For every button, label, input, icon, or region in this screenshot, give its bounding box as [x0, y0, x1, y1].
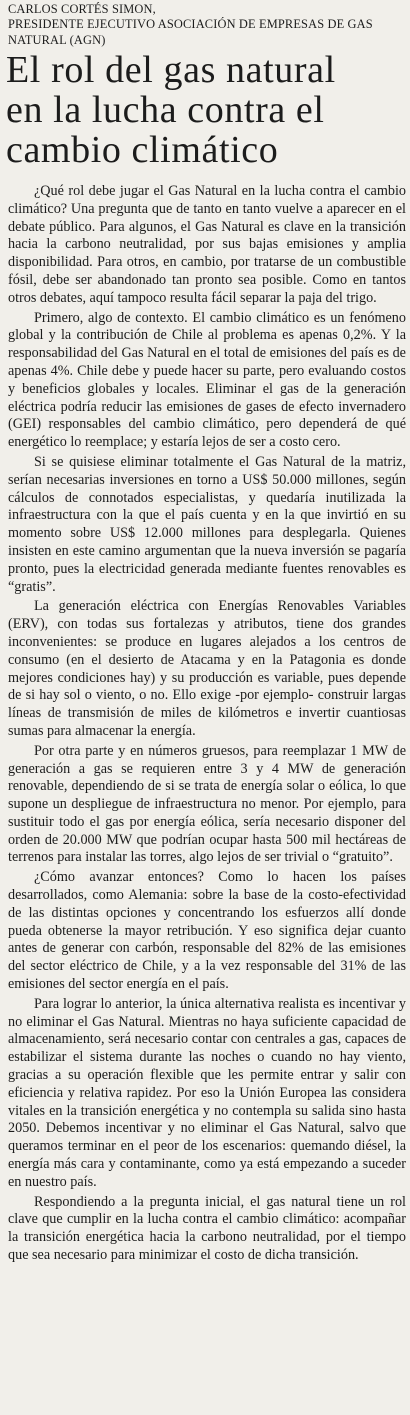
headline-line: El rol del gas natural [6, 49, 336, 91]
body-paragraph: ¿Qué rol debe jugar el Gas Natural en la lucha contra el cambio climático? Una pregunta que de tanto en tanto vuelve a aparecer en el debate público. Para algunos, el Gas Natural es clave en la transición hacia la carbono neutralidad, por sus bajas emisiones y amplia disponibilidad. Para otros, en cambio, por tratarse de un combustible fósil, debe ser abandonado tan pronto sea posible. Como en tantos otros debates, aquí tampoco resulta fácil separar la paja del trigo. [8, 183, 406, 306]
body-paragraph: La generación eléctrica con Energías Renovables Variables (ERV), con todas sus fortalezas y atributos, tiene dos grandes inconvenientes: se produce en lugares alejados a los centros de consumo (en el desierto de Atacama y en la Patagonia es donde mejores condiciones hay) y su producción es variable, pues depende de si hay sol o viento, o no. Ello exige -por ejemplo- construir largas líneas de transmisión de miles de kilómetros e invertir cuantiosas sumas para almacenar la energía. [8, 598, 406, 739]
article-body [8, 183, 406, 1265]
headline-line: cambio climático [6, 129, 279, 171]
body-paragraph: Respondiendo a la pregunta inicial, el gas natural tiene un rol clave que cumplir en la lucha contra el cambio climático: acompañar la transición energética hacia la carbono neutralidad, por el tiempo que sea necesario para minimizar el costo de dicha transición. [8, 1193, 406, 1264]
article-headline [6, 50, 408, 170]
byline [8, 2, 406, 48]
body-paragraph: Primero, algo de contexto. El cambio climático es un fenómeno global y la contribución de Chile al problema es apenas 0,2%. Y la responsabilidad del Gas Natural en el total de emisiones del país es de apenas 4%. Chile debe y puede hacer su parte, pero evaluando costos y beneficios globales y locales. Eliminar el gas de la generación eléctrica podría reducir las emisiones de gases de efecto invernadero (GEI) responsables del cambio climático, pero dependerá de qué energético lo reemplace; y estaría lejos de ser a costo cero. [8, 309, 406, 451]
author-role-continued: NATURAL (AGN) [8, 32, 106, 47]
headline-line: en la lucha contra el [6, 89, 325, 131]
body-paragraph: Si se quisiese eliminar totalmente el Gas Natural de la matriz, serían necesarias inversiones en torno a US$ 50.000 millones, según cálculos de connotados especialistas, y quedaría inutilizada la infraestructura con la que el país cuenta y en la que invirtió en su momento sobre US$ 12.000 millones para desplegarla. Quienes insisten en este camino argumentan que la nueva inversión se pagaría pronto, pues la electricidad generada mediante fuentes renovables es “gratis”. [8, 453, 406, 595]
author-role: PRESIDENTE EJECUTIVO ASOCIACIÓN DE EMPRESAS DE GAS [8, 17, 373, 32]
body-paragraph: ¿Cómo avanzar entonces? Como lo hacen los países desarrollados, como Alemania: sobre la base de la costo-efectividad de las distintas opciones y concentrando los esfuerzos allí donde pueda obtenerse la mayor retribución. Y eso significa dejar cuanto antes de generar con carbón, responsable del 82% de las emisiones del sector eléctrico de Chile, y a la vez responsable del 31% de las emisiones del sector energía en el país. [8, 869, 406, 993]
body-paragraph: Por otra parte y en números gruesos, para reemplazar 1 MW de generación a gas se requieren entre 3 y 4 MW de generación renovable, dependiendo de si se trata de energía solar o eólica, lo que supone un despliegue de infraestructura no menor. Por ejemplo, para sustituir todo el gas por energía eólica, sería necesario disponer del orden de 20.000 MW que podrían ocupar hasta 500 mil hectáreas de terrenos para instalar las torres, algo lejos de ser trivial o “gratuito”. [8, 742, 406, 866]
body-paragraph: Para lograr lo anterior, la única alternativa realista es incentivar y no eliminar el Gas Natural. Mientras no haya suficiente capacidad de almacenamiento, será necesario contar con centrales a gas, capaces de estabilizar el sistema durante las noches o cuando no hay viento, gracias a su operación flexible que les permite entrar y salir con eficiencia y relativa rapidez. Por eso la Unión Europea las considera vitales en la transición energética y no contempla su salida sino hasta 2050. Debemos incentivar y no eliminar el Gas Natural, salvo que queramos terminar en el peor de los escenarios: quemando diésel, la energía más cara y contaminante, como ya está empezando a suceder en nuestro país. [8, 995, 406, 1190]
author-name: CARLOS CORTÉS SIMON, [8, 2, 156, 16]
